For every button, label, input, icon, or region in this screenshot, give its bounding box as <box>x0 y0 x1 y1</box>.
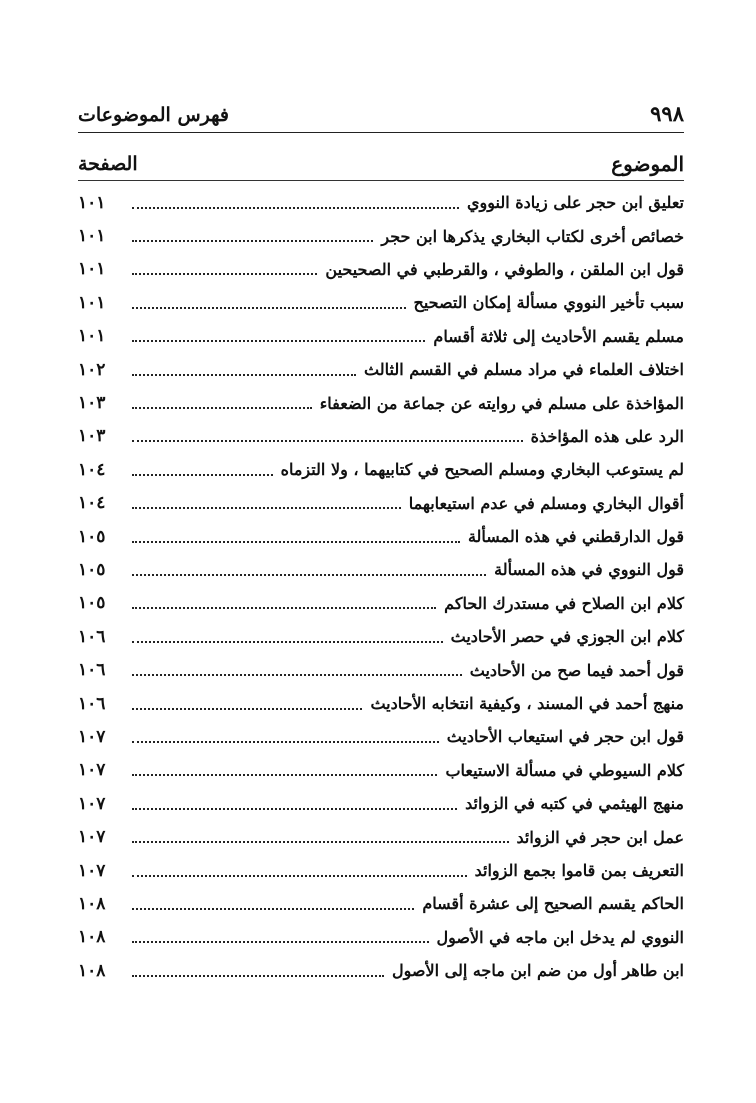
dot-leader <box>132 541 460 543</box>
entry-title: خصائص أخرى لكتاب البخاري يذكرها ابن حجر <box>381 226 684 246</box>
index-entries <box>78 186 684 987</box>
index-entry <box>78 520 684 553</box>
entry-page-number: ١٠٨ <box>78 927 106 948</box>
dot-leader <box>132 641 443 643</box>
page-number: ٩٩٨ <box>650 101 684 126</box>
entry-title: الحاكم يقسم الصحيح إلى عشرة أقسام <box>422 894 684 914</box>
dot-leader <box>132 708 362 710</box>
index-entry <box>78 386 684 419</box>
index-entry <box>78 219 684 252</box>
entry-title: عمل ابن حجر في الزوائد <box>516 827 684 847</box>
dot-leader <box>132 941 429 943</box>
entry-page-number: ١٠٧ <box>78 793 106 814</box>
entry-page-number: ١٠٤ <box>78 493 106 514</box>
dot-leader <box>132 340 425 342</box>
entry-page-number: ١٠١ <box>78 326 106 347</box>
entry-page-number: ١٠٧ <box>78 860 106 881</box>
entry-title: لم يستوعب البخاري ومسلم الصحيح في كتابيهما ، ولا التزماه <box>280 460 684 480</box>
dot-leader <box>132 240 373 242</box>
entry-title: اختلاف العلماء في مراد مسلم في القسم الثالث <box>364 360 684 380</box>
entry-page-number: ١٠١ <box>78 259 106 280</box>
entry-title: كلام ابن الصلاح في مستدرك الحاكم <box>444 593 684 613</box>
dot-leader <box>132 841 509 843</box>
entry-page-number: ١٠٥ <box>78 526 106 547</box>
index-entry <box>78 587 684 620</box>
dot-leader <box>132 440 523 442</box>
running-header <box>78 96 684 126</box>
entry-page-number: ١٠٧ <box>78 760 106 781</box>
entry-title: منهج أحمد في المسند ، وكيفية انتخابه الأحاديث <box>370 694 684 714</box>
dot-leader <box>132 407 312 409</box>
index-entry <box>78 820 684 853</box>
entry-title: قول الدارقطني في هذه المسألة <box>467 527 684 547</box>
dot-leader <box>132 607 436 609</box>
index-entry <box>78 253 684 286</box>
entry-page-number: ١٠٧ <box>78 726 106 747</box>
entry-title: قول ابن حجر في استيعاب الأحاديث <box>446 727 684 747</box>
entry-title: الرد على هذه المؤاخذة <box>530 426 684 446</box>
entry-title: منهج الهيثمي في كتبه في الزوائد <box>465 794 684 814</box>
page-column-header: الصفحة <box>78 153 138 175</box>
entry-title: المؤاخذة على مسلم في روايته عن جماعة من الضعفاء <box>319 393 684 413</box>
entry-page-number: ١٠٣ <box>78 393 106 414</box>
index-entry <box>78 453 684 486</box>
entry-page-number: ١٠٥ <box>78 593 106 614</box>
entry-title: مسلم يقسم الأحاديث إلى ثلاثة أقسام <box>433 326 684 346</box>
dot-leader <box>132 307 406 309</box>
dot-leader <box>132 808 457 810</box>
entry-page-number: ١٠٦ <box>78 660 106 681</box>
dot-leader <box>132 908 414 910</box>
entry-title: قول النووي في هذه المسألة <box>494 560 684 580</box>
entry-title: النووي لم يدخل ابن ماجه في الأصول <box>436 927 684 947</box>
dot-leader <box>132 975 384 977</box>
entry-page-number: ١٠٢ <box>78 359 106 380</box>
dot-leader <box>132 374 356 376</box>
entry-page-number: ١٠٥ <box>78 559 106 580</box>
running-title: فهرس الموضوعات <box>78 104 229 126</box>
index-entry <box>78 487 684 520</box>
entry-title: تعليق ابن حجر على زيادة النووي <box>466 193 684 213</box>
topic-column-header: الموضوع <box>611 152 684 176</box>
index-entry <box>78 854 684 887</box>
index-entry <box>78 286 684 319</box>
index-entry <box>78 687 684 720</box>
dot-leader <box>132 741 439 743</box>
entry-page-number: ١٠٨ <box>78 960 106 981</box>
entry-title: كلام السيوطي في مسألة الاستيعاب <box>445 760 684 780</box>
index-entry <box>78 353 684 386</box>
entry-page-number: ١٠٨ <box>78 893 106 914</box>
entry-page-number: ١٠٦ <box>78 626 106 647</box>
index-entry <box>78 620 684 653</box>
index-entry <box>78 320 684 353</box>
entry-title: ابن طاهر أول من ضم ابن ماجه إلى الأصول <box>392 961 684 981</box>
entry-page-number: ١٠٣ <box>78 426 106 447</box>
index-entry <box>78 553 684 586</box>
index-entry <box>78 921 684 954</box>
dot-leader <box>132 875 467 877</box>
dot-leader <box>132 774 437 776</box>
dot-leader <box>132 474 273 476</box>
entry-title: أقوال البخاري ومسلم في عدم استيعابهما <box>408 493 684 513</box>
dot-leader <box>132 674 462 676</box>
index-entry <box>78 653 684 686</box>
entry-page-number: ١٠٧ <box>78 827 106 848</box>
entry-title: سبب تأخير النووي مسألة إمكان التصحيح <box>413 293 684 313</box>
index-entry <box>78 420 684 453</box>
entry-title: قول ابن الملقن ، والطوفي ، والقرطبي في الصحيحين <box>325 259 684 279</box>
index-entry <box>78 887 684 920</box>
index-entry <box>78 954 684 987</box>
column-header-rule <box>78 180 684 181</box>
entry-page-number: ١٠١ <box>78 226 106 247</box>
index-entry <box>78 787 684 820</box>
entry-page-number: ١٠٤ <box>78 459 106 480</box>
index-entry <box>78 186 684 219</box>
dot-leader <box>132 273 317 275</box>
entry-title: التعريف بمن قاموا بجمع الزوائد <box>474 861 684 880</box>
entry-page-number: ١٠١ <box>78 292 106 313</box>
dot-leader <box>132 207 459 209</box>
header-rule <box>78 132 684 133</box>
entry-title: كلام ابن الجوزي في حصر الأحاديث <box>450 627 684 647</box>
dot-leader <box>132 507 401 509</box>
entry-title: قول أحمد فيما صح من الأحاديث <box>469 660 684 680</box>
column-headers <box>78 148 684 180</box>
index-entry <box>78 720 684 753</box>
entry-page-number: ١٠٦ <box>78 693 106 714</box>
entry-page-number: ١٠١ <box>78 192 106 213</box>
index-entry <box>78 754 684 787</box>
dot-leader <box>132 574 486 576</box>
